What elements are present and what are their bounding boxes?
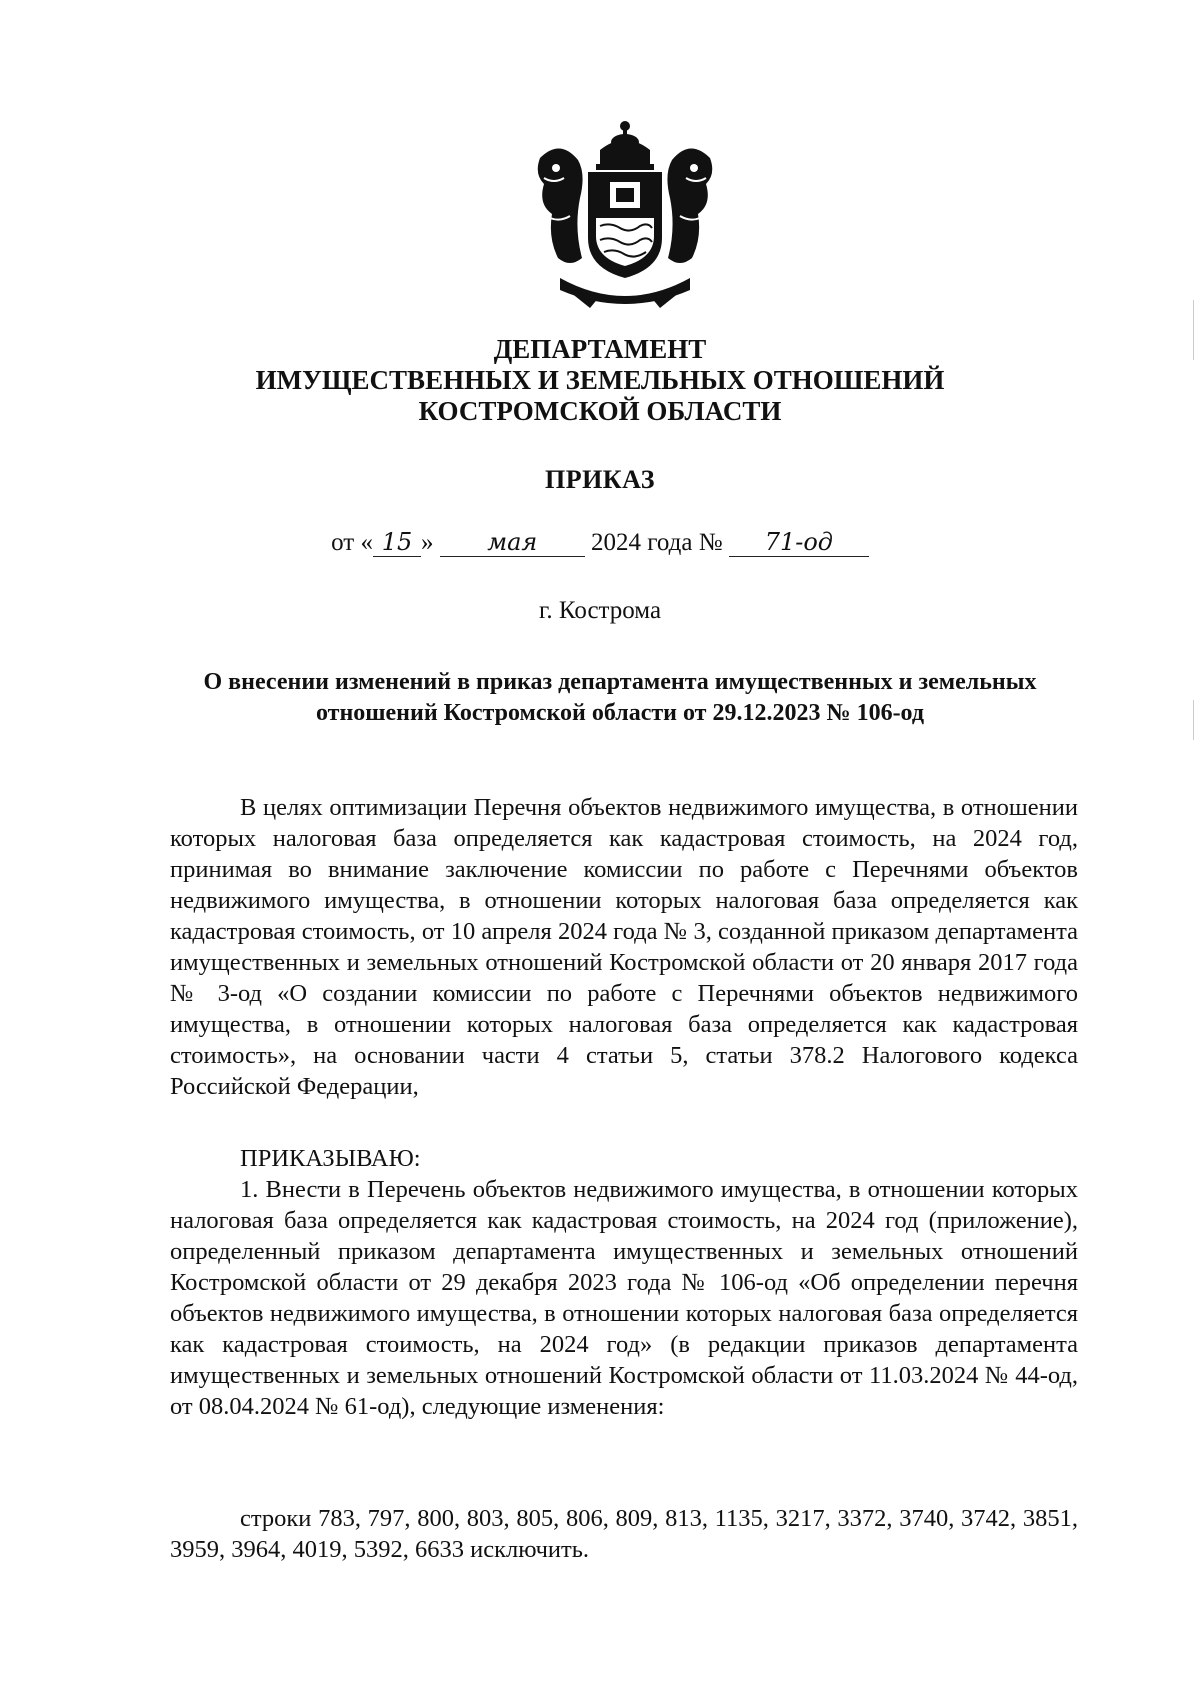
scan-margin-mark [1193,300,1194,360]
order-date-line [0,528,1200,557]
order-title: ПРИКАЗ [544,465,656,494]
order-word: ПРИКАЗЫВАЮ: [240,1145,421,1172]
department-line-2: ИМУЩЕСТВЕННЫХ И ЗЕМЕЛЬНЫХ ОТНОШЕНИЙ [255,365,945,395]
handwritten-month: мая [440,528,585,557]
item-1-paragraph: 1. Внести в Перечень объектов недвижимого имущества, в отношении которых налоговая база определяется как кадастровая стоимость, на 2024 год (приложение), определенный приказом департамента имущественных и земельных отношений Костромской области от 29 декабря 2023 года № 106-од «Об определении перечня объектов недвижимого имущества, в отношении которых налоговая база определяется как кадастровая стоимость, на 2024 год» (в редакции приказов департамента имущественных и земельных отношений Костромской области от 11.03.2024 № 44-од, от 08.04.2024 № 61-од), следующие изменения: [170,1176,1078,1420]
order-subject: О внесении изменений в приказ департамента имущественных и земельных отношений Костромской области от 29.12.2023 № 106-од [203,669,1037,726]
city: г. Кострома [538,597,662,624]
preamble-paragraph: В целях оптимизации Перечня объектов недвижимого имущества, в отношении которых налоговая база определяется как кадастровая стоимость, на 2024 год, принимая во внимание заключение комиссии по работе с Перечнями объектов недвижимого имущества, в отношении которых налоговая база определяется как кадастровая стоимость, от 10 апреля 2024 года № 3, созданной приказом департамента имущественных и земельных отношений Костромской области от 20 января 2017 года № 3-од «О создании комиссии по работе с Перечнями объектов недвижимого имущества, в отношении которых налоговая база определяется как кадастровая стоимость», на основании части 4 статьи 5, статьи 378.2 Налогового кодекса Российской Федерации, [170,794,1078,1100]
item-1-detail: строки 783, 797, 800, 803, 805, 806, 809, 813, 1135, 3217, 3372, 3740, 3742, 3851, 3959, 3964, 4019, 5392, 6633 исключить. [170,1505,1078,1563]
date-year: 2024 года № [591,529,723,556]
department-header [0,334,1200,427]
handwritten-day: 15 [373,528,421,557]
scan-margin-mark [1193,700,1194,740]
department-line-1: ДЕПАРТАМЕНТ [493,334,707,364]
date-prefix: от « [331,529,373,556]
kostroma-coat-of-arms-icon [530,118,720,310]
department-line-3: КОСТРОМСКОЙ ОБЛАСТИ [418,396,782,426]
handwritten-order-number: 71-од [729,528,869,557]
date-quote-close: » [421,529,434,556]
